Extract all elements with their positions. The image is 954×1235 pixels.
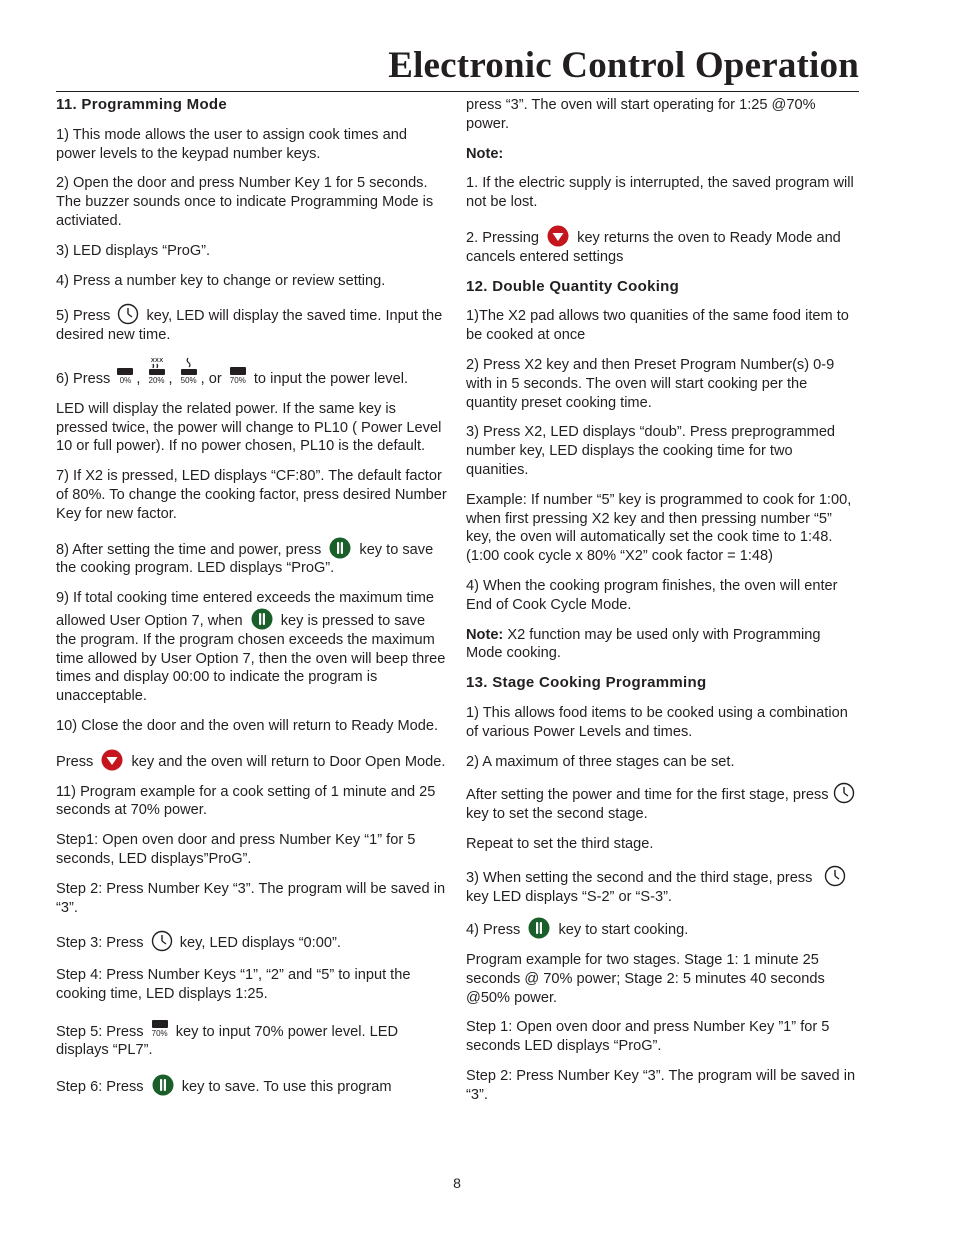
clock-icon [117, 303, 139, 325]
text: key and the oven will return to Door Open Mode. [131, 753, 446, 770]
note-label: Note: [466, 145, 504, 162]
power-label: 20% [148, 375, 165, 385]
clock-icon [833, 782, 855, 804]
section-12-heading: 12. Double Quantity Cooking [466, 277, 680, 295]
text: key is pressed to save the program. If the program chosen exceeds the maximum time allowed by User Option 7, then the oven will beep three times and display 00:00 to indicate the program is unacceptable. [56, 612, 446, 705]
text: , or [200, 370, 222, 387]
text: 2. Pressing [466, 229, 540, 246]
text: Step 5: Press [56, 1023, 144, 1040]
clock-icon [151, 930, 173, 952]
text: After setting the power and time for the first stage, press [466, 787, 829, 804]
text: 9) If total cooking time entered exceeds the maximum time allowed User Option 7, when [56, 590, 434, 629]
paragraph: 4) When the cooking program finishes, the oven will enter End of Cook Cycle Mode. [466, 577, 838, 613]
text: key returns the oven to Ready Mode and cancels entered settings [466, 229, 841, 265]
paragraph: 11) Program example for a cook setting of 1 minute and 25 seconds at 70% power. [56, 783, 436, 819]
paragraph: 1. If the electric supply is interrupted, the saved program will not be lost. [466, 175, 854, 211]
paragraph: 2) A maximum of three stages can be set. [466, 753, 735, 770]
start-icon [528, 917, 550, 939]
power-50-icon [179, 356, 199, 385]
paragraph: Step 2: Press Number Key “3”. The program will be saved in “3”. [466, 1068, 856, 1103]
paragraph [56, 303, 448, 345]
paragraph [56, 1074, 448, 1097]
paragraph [466, 782, 859, 824]
paragraph: Step 1: Open oven door and press Number Key ”1” for 5 seconds LED displays “ProG”. [466, 1019, 830, 1055]
left-column [56, 96, 448, 1108]
text: key to save. To use this program [181, 1079, 392, 1096]
text: key to save the cooking program. LED displays “ProG”. [56, 541, 434, 577]
power-label: 70% [229, 375, 246, 385]
paragraph [466, 865, 859, 907]
paragraph [56, 589, 448, 706]
text: 4) Press [466, 922, 521, 939]
svg-text:xxx: xxx [150, 355, 163, 364]
paragraph: 4) Press a number key to change or review setting. [56, 272, 386, 289]
text: 5) Press [56, 308, 111, 325]
power-20-icon [147, 356, 167, 385]
paragraph [56, 356, 448, 389]
clock-icon [824, 865, 846, 887]
paragraph: 2) Open the door and press Number Key 1 for 5 seconds. The buzzer sounds once to indicate Programming Mode is activiated. [56, 175, 434, 229]
right-column [466, 96, 859, 1116]
text: to input the power level. [253, 370, 409, 387]
text: 8) After setting the time and power, press [56, 541, 322, 558]
text: , [168, 370, 173, 387]
text: key to start cooking. [558, 922, 689, 939]
power-label: 0% [119, 375, 132, 385]
paragraph: 1)The X2 pad allows two quanities of the same food item to be cooked at once [466, 308, 849, 344]
paragraph: Step1: Open oven door and press Number Key “1” for 5 seconds, LED displays”ProG”. [56, 832, 416, 867]
page-number: 8 [453, 1175, 461, 1191]
power-70-icon [228, 365, 248, 385]
text: key, LED displays “0:00”. [179, 935, 341, 952]
paragraph: 1) This allows food items to be cooked using a combination of various Power Levels and times. [466, 704, 848, 740]
title-rule [56, 91, 859, 92]
text: , [136, 370, 141, 387]
paragraph: 1) This mode allows the user to assign cook times and power levels to the keypad number keys. [56, 126, 407, 162]
paragraph: Example: If number “5” key is programmed to cook for 1:00, when first pressing X2 key and then pressing number “5” key, the oven will automatically set the cook time to 1:48. (1:00 cook cycle x 80% “X2” cook factor = 1:48) [466, 491, 852, 565]
text: key to input 70% power level. LED displays “PL7”. [56, 1023, 399, 1059]
paragraph [466, 626, 859, 664]
power-0-icon [116, 367, 134, 385]
note-label: Note: [466, 626, 504, 643]
text: key to set the second stage. [466, 806, 648, 823]
paragraph [56, 1018, 448, 1061]
paragraph: press “3”. The oven will start operating for 1:25 @70% power. [466, 97, 816, 132]
power-label: 50% [180, 375, 197, 385]
text: Press [56, 753, 94, 770]
page-title: Electronic Control Operation [388, 45, 859, 86]
power-70-icon [150, 1018, 170, 1038]
power-label: 70% [151, 1028, 168, 1038]
paragraph [56, 537, 448, 579]
paragraph: Step 2: Press Number Key “3”. The program will be saved in “3”. [56, 880, 446, 916]
paragraph: Step 4: Press Number Keys “1”, “2” and “5” to input the cooking time, LED displays 1:25. [56, 967, 411, 1002]
start-icon [329, 537, 351, 559]
stop-icon [101, 749, 123, 771]
paragraph: 3) Press X2, LED displays “doub”. Press preprogrammed number key, LED displays the cooking time for two quanities. [466, 424, 836, 478]
text: X2 function may be used only with Programming Mode cooking. [466, 626, 821, 662]
paragraph [466, 225, 859, 267]
start-icon [251, 608, 273, 630]
paragraph: 2) Press X2 key and then Preset Program Number(s) 0-9 with in 5 seconds. The oven will start cooking per the quantity preset cooking time. [466, 356, 835, 411]
text: key LED displays “S-2” or “S-3”. [466, 888, 672, 905]
paragraph: 3) LED displays “ProG”. [56, 242, 211, 259]
paragraph: 10) Close the door and the oven will return to Ready Mode. [56, 717, 439, 734]
start-icon [152, 1074, 174, 1096]
text: Step 3: Press [56, 935, 144, 952]
paragraph: Repeat to set the third stage. [466, 835, 654, 852]
text: 6) Press [56, 370, 111, 387]
paragraph: 7) If X2 is pressed, LED displays “CF:80”. The default factor of 80%. To change the cooking factor, press desired Number Key for new factor. [56, 468, 447, 522]
paragraph [56, 749, 448, 772]
stop-icon [547, 225, 569, 247]
text: Step 6: Press [56, 1079, 144, 1096]
text: 3) When setting the second and the third stage, press [466, 869, 813, 886]
paragraph: LED will display the related power. If the same key is pressed twice, the power will change to PL10 ( Power Level 10 or full power). If no power chosen, PL10 is the default. [56, 400, 442, 455]
section-11-heading: 11. Programming Mode [56, 96, 228, 113]
section-13-heading: 13. Stage Cooking Programming [466, 674, 707, 692]
paragraph [56, 930, 448, 953]
text: key, LED will display the saved time. Input the desired new time. [56, 308, 443, 344]
paragraph: Program example for two stages. Stage 1: 1 minute 25 seconds @ 70% power; Stage 2: 5 minutes 40 seconds @50% power. [466, 952, 825, 1006]
paragraph [466, 917, 859, 940]
